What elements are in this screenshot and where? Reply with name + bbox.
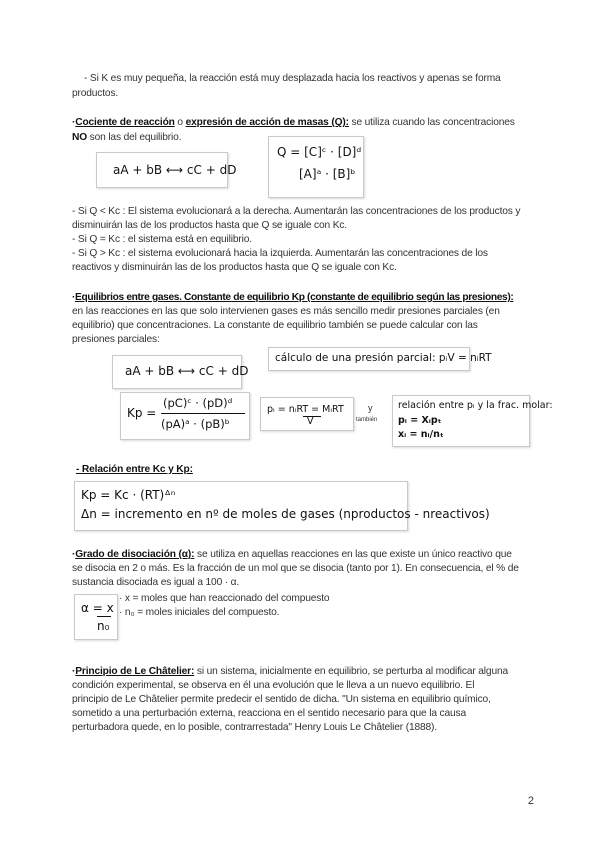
- relacion-eq-1: pᵢ = Xᵢpₜ: [398, 415, 442, 426]
- kp-lhs: Kp =: [127, 406, 157, 420]
- case-line-5: reactivos y disminuirán las de los productos hasta que Q se iguale con Kc.: [72, 262, 397, 273]
- case-line-2: disminuirán las de los productos hasta que Q se iguale con Kc.: [72, 220, 347, 231]
- relacion-frac-molar-box: [392, 395, 553, 447]
- reaction-equation: aA + bB ⟷ cC + dD: [113, 163, 237, 177]
- page-number: 2: [527, 795, 534, 807]
- y-connector: y: [368, 403, 373, 413]
- relacion-frac-molar-label: relación entre pᵢ y la frac. molar:: [398, 400, 553, 411]
- kp-numerator: (pC)ᶜ · (pD)ᵈ: [163, 396, 233, 410]
- relacion-heading: - Relación entre Kc y Kp:: [76, 464, 193, 475]
- disociacion-heading: ·Grado de disociación (α): se utiliza en aquellas reacciones en las que existe un único reactivo que: [72, 549, 512, 560]
- cociente-heading: ·Cociente de reacción o expresión de acción de masas (Q): se utiliza cuando las concentraciones: [72, 117, 515, 128]
- gases-line-1: en las reacciones en las que solo intervienen gases es más sencillo medir presiones parciales (en: [72, 306, 500, 317]
- gases-line-3: presiones parciales:: [72, 334, 160, 345]
- chatelier-line-5: perturbadora quede, en lo posible, contrarrestada" Henry Louis Le Châtelier (1888).: [72, 722, 437, 733]
- reaction-box: [96, 152, 237, 188]
- q-denominator: [A]ᵃ · [B]ᵇ: [299, 167, 356, 181]
- gases-heading: ·Equilibrios entre gases. Constante de equilibrio Kp (constante de equilibrio según las presiones):: [72, 292, 514, 303]
- q-formula-box: [268, 136, 364, 198]
- def-x: · x = moles que han reaccionado del compuesto: [119, 593, 330, 604]
- pi-equation: pᵢ = nᵢRT = MᵢRT: [267, 404, 344, 415]
- presion-parcial-box: [268, 347, 492, 371]
- delta-n-definition: Δn = incremento en nº de moles de gases (nproductos - nreactivos): [81, 507, 490, 521]
- case-line-4: - Si Q > Kc : el sistema evolucionará hacia la izquierda. Aumentarán las concentraciones de los: [72, 248, 488, 259]
- alpha-denominator: n₀: [97, 619, 110, 633]
- kp-kc-equation: Kp = Kc · (RT)ᐞⁿ: [81, 488, 176, 502]
- relacion-eq-2: xᵢ = nᵢ/nₜ: [398, 429, 444, 440]
- q-numerator: Q = [C]ᶜ · [D]ᵈ: [277, 145, 362, 159]
- pi-formula-box: [260, 397, 354, 431]
- chatelier-line-3: principio de Le Châtelier permite predecir el sentido de dicha. "Un sistema en equilibrio químico,: [72, 694, 491, 705]
- cociente-line-2: NO son las del equilibrio.: [72, 132, 182, 143]
- case-line-1: - Si Q < Kc : El sistema evolucionará a la derecha. Aumentarán las concentraciones de los productos y: [72, 206, 521, 217]
- alpha-fraction-line: [97, 616, 111, 617]
- gas-reaction-equation: aA + bB ⟷ cC + dD: [125, 364, 249, 378]
- intro-line-1: - Si K es muy pequeña, la reacción está muy desplazada hacia los reactivos y apenas se forma: [84, 73, 501, 84]
- def-n0: · n₀ = moles iniciales del compuesto.: [119, 607, 280, 618]
- alpha-numerator: α = x: [81, 601, 114, 615]
- presion-parcial-text: cálculo de una presión parcial: pᵢV = nᵢRT: [275, 352, 492, 364]
- disociacion-line-3: sustancia disociada es igual a 100 · α.: [72, 577, 240, 588]
- chatelier-line-4: sometido a una perturbación externa, reacciona en el sentido necesario para que la causa: [72, 708, 466, 719]
- kp-denominator: (pA)ᵃ · (pB)ᵇ: [161, 417, 230, 431]
- chatelier-heading: ·Principio de Le Châtelier: si un sistema, inicialmente en equilibrio, se perturba al modificar alguna: [72, 666, 508, 677]
- alpha-formula-box: [74, 594, 118, 640]
- case-line-3: - Si Q = Kc : el sistema está en equilibrio.: [72, 234, 252, 245]
- tambien-note: también: [356, 417, 378, 423]
- disociacion-line-2: se disocia en 2 o más. Es la fracción de un mol que se disocia (tanto por 1). En consecuencia, el % de: [72, 563, 519, 574]
- kp-kc-box: [74, 481, 490, 531]
- pi-denominator: V: [307, 416, 314, 427]
- kp-formula-box: [120, 392, 250, 440]
- kp-fraction-line: [161, 413, 245, 414]
- gases-line-2: equilibrio) que concentraciones. La constante de equilibrio también se puede calcular con las: [72, 320, 478, 331]
- gas-reaction-box: [112, 355, 249, 389]
- chatelier-line-2: condición experimental, se observa en él una evolución que le lleva a un nuevo equilibrio. El: [72, 680, 475, 691]
- intro-line-2: productos.: [72, 88, 119, 99]
